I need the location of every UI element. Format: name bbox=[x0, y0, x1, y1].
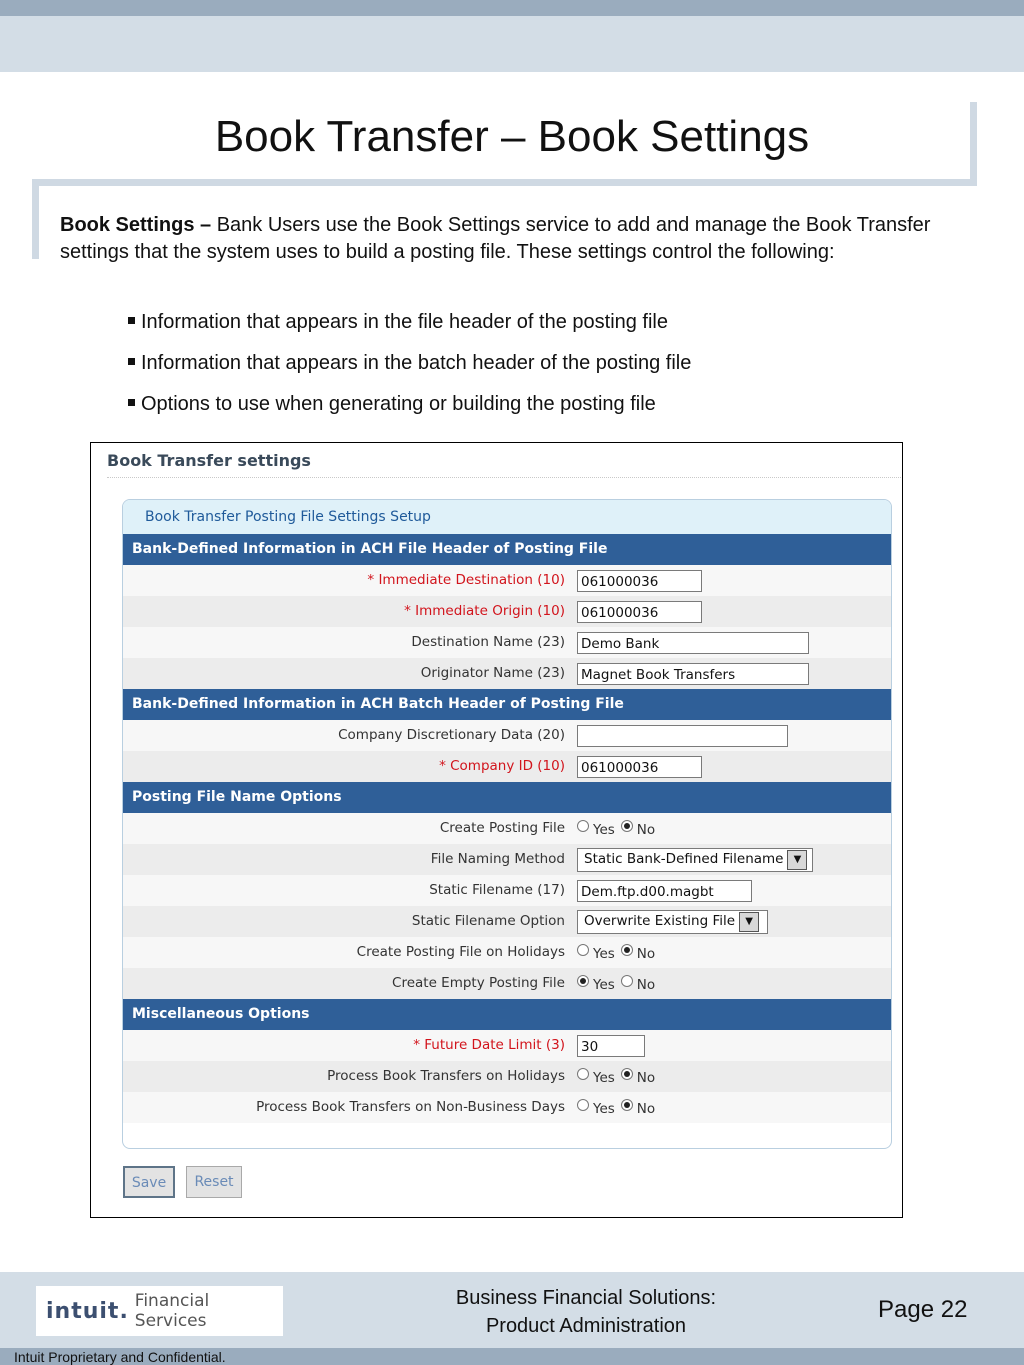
create-empty-yes-radio[interactable] bbox=[577, 975, 589, 987]
process-non-business-yes-radio[interactable] bbox=[577, 1099, 589, 1111]
section-file-name-options: Posting File Name Options bbox=[123, 782, 891, 813]
row-destination-name bbox=[123, 627, 891, 658]
row-static-filename bbox=[123, 875, 891, 906]
field-label: * Immediate Origin (10) bbox=[404, 603, 565, 619]
row-immediate-destination bbox=[123, 565, 891, 596]
top-band-dark bbox=[0, 0, 1024, 16]
bullet-item: Information that appears in the file header of the posting file bbox=[128, 308, 691, 349]
logo-text: Financial Services bbox=[134, 1291, 210, 1331]
section-misc-options: Miscellaneous Options bbox=[123, 999, 891, 1030]
process-holidays-yes-radio[interactable] bbox=[577, 1068, 589, 1080]
row-company-discretionary bbox=[123, 720, 891, 751]
future-date-limit-input[interactable]: 30 bbox=[577, 1035, 645, 1057]
destination-name-input[interactable]: Demo Bank bbox=[577, 632, 809, 654]
bullet-icon bbox=[128, 399, 135, 406]
slide-title: Book Transfer – Book Settings bbox=[214, 112, 810, 161]
field-label: Originator Name (23) bbox=[420, 665, 565, 681]
intro-paragraph bbox=[60, 212, 940, 266]
row-create-empty: Create Empty Posting File Yes No bbox=[123, 968, 891, 999]
field-label: Create Empty Posting File bbox=[392, 975, 565, 991]
section-file-header: Bank-Defined Information in ACH File Header of Posting File bbox=[123, 534, 891, 565]
create-posting-file-no-radio[interactable] bbox=[621, 820, 633, 832]
page-number: Page 22 bbox=[878, 1296, 968, 1323]
company-discretionary-input[interactable] bbox=[577, 725, 788, 747]
field-label: * Future Date Limit (3) bbox=[413, 1037, 565, 1053]
row-future-date-limit bbox=[123, 1030, 891, 1061]
footer-band bbox=[0, 1272, 1024, 1348]
intro-bold: Book Settings – bbox=[60, 214, 212, 236]
row-originator-name bbox=[123, 658, 891, 689]
create-on-holidays-no-radio[interactable] bbox=[621, 944, 633, 956]
confidential-note: Intuit Proprietary and Confidential. bbox=[14, 1349, 226, 1365]
bullet-list bbox=[128, 308, 691, 431]
company-id-input[interactable]: 061000036 bbox=[577, 756, 702, 778]
file-naming-method-select[interactable]: Static Bank-Defined Filename ▼ bbox=[577, 848, 813, 872]
process-holidays-no-radio[interactable] bbox=[621, 1068, 633, 1080]
row-immediate-origin bbox=[123, 596, 891, 627]
title-divider bbox=[107, 477, 901, 478]
intro-text: Bank Users use the Book Settings service to add and manage the Book Transfer settings that the system uses to build a posting file. These settings control the following: bbox=[60, 214, 931, 263]
row-create-posting-file: Create Posting File Yes No bbox=[123, 813, 891, 844]
row-file-naming-method bbox=[123, 844, 891, 875]
logo-brand: intuit. bbox=[46, 1298, 129, 1324]
top-band-light bbox=[0, 16, 1024, 72]
create-empty-no-radio[interactable] bbox=[621, 975, 633, 987]
create-posting-file-yes-radio[interactable] bbox=[577, 820, 589, 832]
row-create-on-holidays: Create Posting File on Holidays Yes No bbox=[123, 937, 891, 968]
dropdown-arrow-icon: ▼ bbox=[787, 850, 807, 870]
field-label: Company Discretionary Data (20) bbox=[338, 727, 565, 743]
bullet-icon bbox=[128, 317, 135, 324]
field-label: Create Posting File bbox=[439, 820, 565, 836]
dropdown-arrow-icon: ▼ bbox=[739, 912, 759, 932]
row-process-non-business: Process Book Transfers on Non-Business Days Yes No bbox=[123, 1092, 891, 1123]
immediate-origin-input[interactable]: 061000036 bbox=[577, 601, 702, 623]
process-non-business-no-radio[interactable] bbox=[621, 1099, 633, 1111]
field-label: Static Filename (17) bbox=[429, 882, 565, 898]
row-company-id bbox=[123, 751, 891, 782]
field-label: Destination Name (23) bbox=[411, 634, 565, 650]
save-button[interactable]: Save bbox=[123, 1166, 175, 1198]
static-filename-input[interactable]: Dem.ftp.d00.magbt bbox=[577, 880, 752, 902]
settings-screenshot bbox=[90, 442, 903, 1218]
bullet-icon bbox=[128, 358, 135, 365]
title-frame-bottom bbox=[32, 179, 977, 186]
bullet-item: Options to use when generating or building the posting file bbox=[128, 390, 691, 431]
create-on-holidays-yes-radio[interactable] bbox=[577, 944, 589, 956]
field-label: Process Book Transfers on Holidays bbox=[327, 1068, 565, 1084]
field-label: * Company ID (10) bbox=[439, 758, 565, 774]
section-batch-header: Bank-Defined Information in ACH Batch Header of Posting File bbox=[123, 689, 891, 720]
row-process-holidays: Process Book Transfers on Holidays Yes No bbox=[123, 1061, 891, 1092]
settings-panel bbox=[122, 499, 892, 1149]
settings-page-title: Book Transfer settings bbox=[107, 451, 311, 470]
reset-button[interactable]: Reset bbox=[186, 1166, 242, 1198]
immediate-destination-input[interactable]: 061000036 bbox=[577, 570, 702, 592]
field-label: Create Posting File on Holidays bbox=[356, 944, 565, 960]
panel-title: Book Transfer Posting File Settings Setup bbox=[123, 500, 891, 534]
bullet-item: Information that appears in the batch header of the posting file bbox=[128, 349, 691, 390]
field-label: * Immediate Destination (10) bbox=[367, 572, 565, 588]
title-frame-left bbox=[32, 179, 39, 259]
field-label: Static Filename Option bbox=[411, 913, 565, 929]
footer-title: Business Financial Solutions: Product Administration bbox=[455, 1287, 717, 1337]
field-label: Process Book Transfers on Non-Business Days bbox=[256, 1099, 565, 1115]
static-filename-option-select[interactable]: Overwrite Existing File ▼ bbox=[577, 910, 768, 934]
row-static-filename-option bbox=[123, 906, 891, 937]
field-label: File Naming Method bbox=[430, 851, 565, 867]
originator-name-input[interactable]: Magnet Book Transfers bbox=[577, 663, 809, 685]
